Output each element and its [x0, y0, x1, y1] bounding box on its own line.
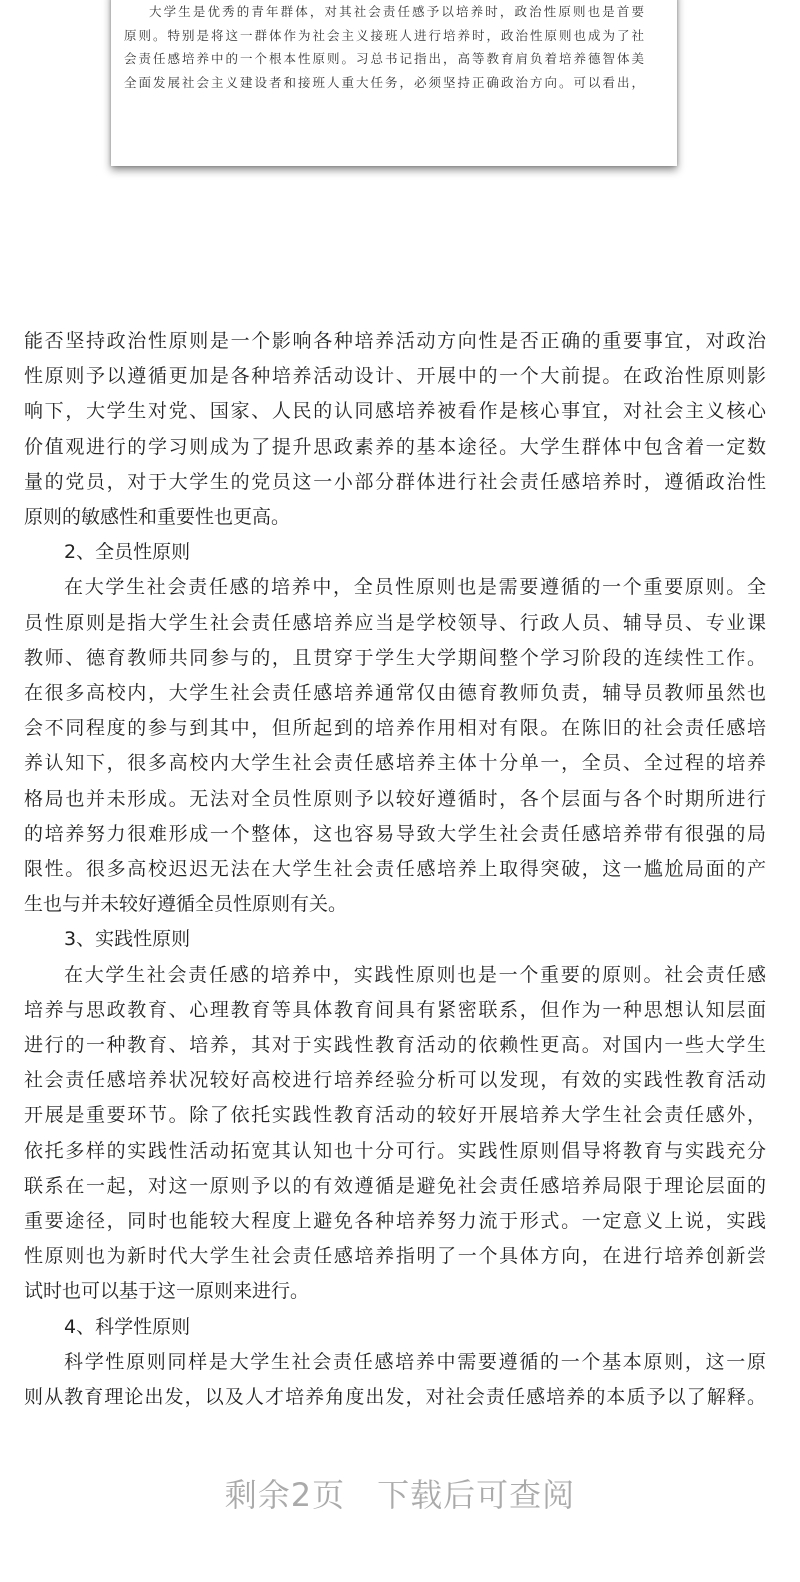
section-heading: 3、实践性原则: [64, 928, 191, 951]
text-line: 价值观进行的学习则成为了提升思政素养的基本途径。大学生群体中包含着一定数: [24, 435, 766, 458]
text-line: 科学性原则同样是大学生社会责任感培养中需要遵循的一个基本原则，这一原: [64, 1350, 766, 1373]
preview-page-card: [111, 0, 677, 166]
text-line: 格局也并未形成。无法对全员性原则予以较好遵循时，各个层面与各个时期所进行: [24, 787, 766, 810]
preview-text-line: 大学生是优秀的青年群体，对其社会责任感予以培养时，政治性原则也是首要: [149, 4, 644, 19]
section-heading: 4、科学性原则: [64, 1315, 191, 1338]
text-line: 培养与思政教育、心理教育等具体教育间具有紧密联系，但作为一种思想认知层面: [24, 998, 766, 1021]
text-line: 联系在一起，对这一原则予以的有效遵循是避免社会责任感培养局限于理论层面的: [24, 1174, 766, 1197]
text-line: 性原则也为新时代大学生社会责任感培养指明了一个具体方向，在进行培养创新尝: [24, 1245, 766, 1268]
text-line: 生也与并未较好遵循全员性原则有关。: [24, 893, 348, 916]
text-line: 会不同程度的参与到其中，但所起到的培养作用相对有限。在陈旧的社会责任感培: [24, 717, 766, 740]
text-line: 员性原则是指大学生社会责任感培养应当是学校领导、行政人员、辅导员、专业课: [24, 611, 766, 634]
text-line: 在很多高校内，大学生社会责任感培养通常仅由德育教师负责，辅导员教师虽然也: [24, 682, 766, 705]
text-line: 的培养努力很难形成一个整体，这也容易导致大学生社会责任感培养带有很强的局: [24, 822, 766, 845]
download-prompt[interactable]: [0, 1470, 800, 1516]
download-to-view-label[interactable]: 下载后可查阅: [377, 1476, 576, 1514]
text-line: 重要途径，同时也能较大程度上避免各种培养努力流于形式。一定意义上说，实践: [24, 1210, 766, 1233]
text-line: 原则的敏感性和重要性也更高。: [24, 506, 291, 529]
text-line: 依托多样的实践性活动拓宽其认知也十分可行。实践性原则倡导将教育与实践充分: [24, 1139, 766, 1162]
preview-text-line: 全面发展社会主义建设者和接班人重大任务，必须坚持正确政治方向。可以看出，: [124, 74, 644, 90]
text-line: 能否坚持政治性原则是一个影响各种培养活动方向性是否正确的重要事宜，对政治: [24, 330, 766, 352]
text-line: 开展是重要环节。除了依托实践性教育活动的较好开展培养大学生社会责任感外，: [24, 1104, 766, 1127]
preview-text-line: 原则。特别是将这一群体作为社会主义接班人进行培养时，政治性原则也成为了社: [124, 27, 644, 43]
text-line: 在大学生社会责任感的培养中，实践性原则也是一个重要的原则。社会责任感: [64, 963, 766, 986]
text-line: 在大学生社会责任感的培养中，全员性原则也是需要遵循的一个重要原则。全: [64, 576, 766, 599]
section-heading: 2、全员性原则: [64, 541, 191, 564]
text-line: 社会责任感培养状况较好高校进行培养经验分析可以发现，有效的实践性教育活动: [24, 1069, 766, 1092]
remaining-pages-label: 剩余2页: [224, 1476, 346, 1514]
text-line: 响下，大学生对党、国家、人民的认同感培养被看作是核心事宜，对社会主义核心: [24, 400, 766, 423]
text-line: 进行的一种教育、培养，其对于实践性教育活动的依赖性更高。对国内一些大学生: [24, 1034, 766, 1057]
text-line: 性原则予以遵循更加是各种培养活动设计、开展中的一个大前提。在政治性原则影: [24, 365, 766, 388]
text-line: 则从教育理论出发，以及人才培养角度出发，对社会责任感培养的本质予以了解释。: [24, 1386, 766, 1409]
document-body: [24, 324, 766, 1415]
text-line: 教师、德育教师共同参与的，且贯穿于学生大学期间整个学习阶段的连续性工作。: [24, 646, 766, 669]
text-line: 试时也可以基于这一原则来进行。: [24, 1280, 310, 1303]
text-line: 养认知下，很多高校内大学生社会责任感培养主体十分单一，全员、全过程的培养: [24, 752, 766, 775]
text-line: 量的党员，对于大学生的党员这一小部分群体进行社会责任感培养时，遵循政治性: [24, 470, 766, 493]
preview-page-text: [124, 0, 644, 94]
text-line: 限性。很多高校迟迟无法在大学生社会责任感培养上取得突破，这一尴尬局面的产: [24, 858, 766, 881]
preview-text-line: 会责任感培养中的一个根本性原则。习总书记指出，高等教育肩负着培养德智体美: [124, 51, 644, 66]
